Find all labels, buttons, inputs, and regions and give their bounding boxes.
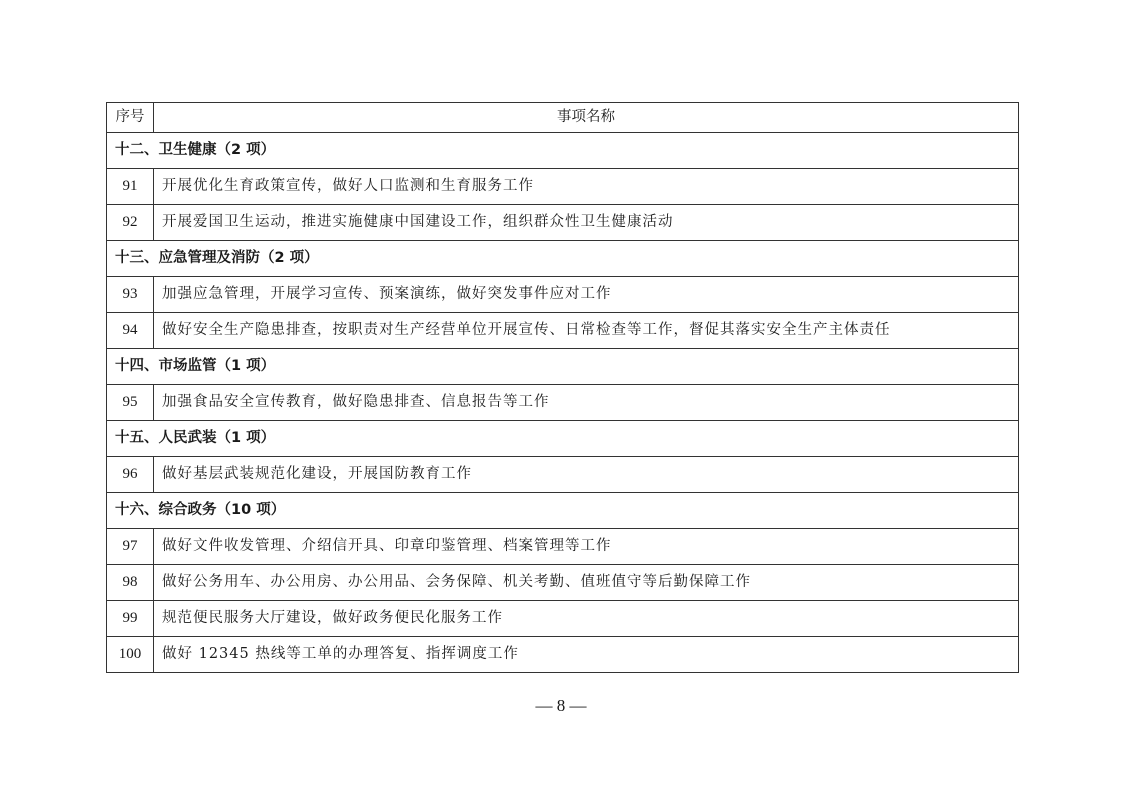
table-row [107,529,1019,565]
table-row [107,385,1019,421]
row-name: 开展优化生育政策宣传，做好人口监测和生育服务工作 [154,169,1019,205]
table-row [107,565,1019,601]
table-row [107,313,1019,349]
category-title: 十三、应急管理及消防（2 项） [107,241,1019,277]
table-row [107,637,1019,673]
category-title: 十五、人民武装（1 项） [107,421,1019,457]
header-number: 序号 [107,103,154,133]
category-row [107,493,1019,529]
row-name: 做好文件收发管理、介绍信开具、印章印鉴管理、档案管理等工作 [154,529,1019,565]
table-header-row [107,103,1019,133]
row-number: 96 [107,457,154,493]
row-number: 97 [107,529,154,565]
category-row [107,349,1019,385]
row-number: 98 [107,565,154,601]
row-number: 95 [107,385,154,421]
category-title: 十二、卫生健康（2 项） [107,133,1019,169]
row-number: 94 [107,313,154,349]
matters-table [106,102,1019,673]
row-name: 做好 12345 热线等工单的办理答复、指挥调度工作 [154,637,1019,673]
table-row [107,457,1019,493]
category-row [107,133,1019,169]
row-name: 加强食品安全宣传教育，做好隐患排查、信息报告等工作 [154,385,1019,421]
header-name: 事项名称 [154,103,1019,133]
row-name: 开展爱国卫生运动，推进实施健康中国建设工作，组织群众性卫生健康活动 [154,205,1019,241]
row-name: 做好公务用车、办公用房、办公用品、会务保障、机关考勤、值班值守等后勤保障工作 [154,565,1019,601]
category-title: 十四、市场监管（1 项） [107,349,1019,385]
table-row [107,601,1019,637]
row-name: 做好基层武装规范化建设，开展国防教育工作 [154,457,1019,493]
row-name: 做好安全生产隐患排查，按职责对生产经营单位开展宣传、日常检查等工作，督促其落实安全生产主体责任 [154,313,1019,349]
row-number: 99 [107,601,154,637]
table-row [107,205,1019,241]
category-row [107,421,1019,457]
page-number: — 8 — [535,696,587,715]
row-number: 92 [107,205,154,241]
category-row [107,241,1019,277]
table-row [107,277,1019,313]
row-number: 93 [107,277,154,313]
row-name: 加强应急管理，开展学习宣传、预案演练，做好突发事件应对工作 [154,277,1019,313]
category-title: 十六、综合政务（10 项） [107,493,1019,529]
row-name: 规范便民服务大厅建设，做好政务便民化服务工作 [154,601,1019,637]
row-number: 91 [107,169,154,205]
row-number: 100 [107,637,154,673]
table-row [107,169,1019,205]
